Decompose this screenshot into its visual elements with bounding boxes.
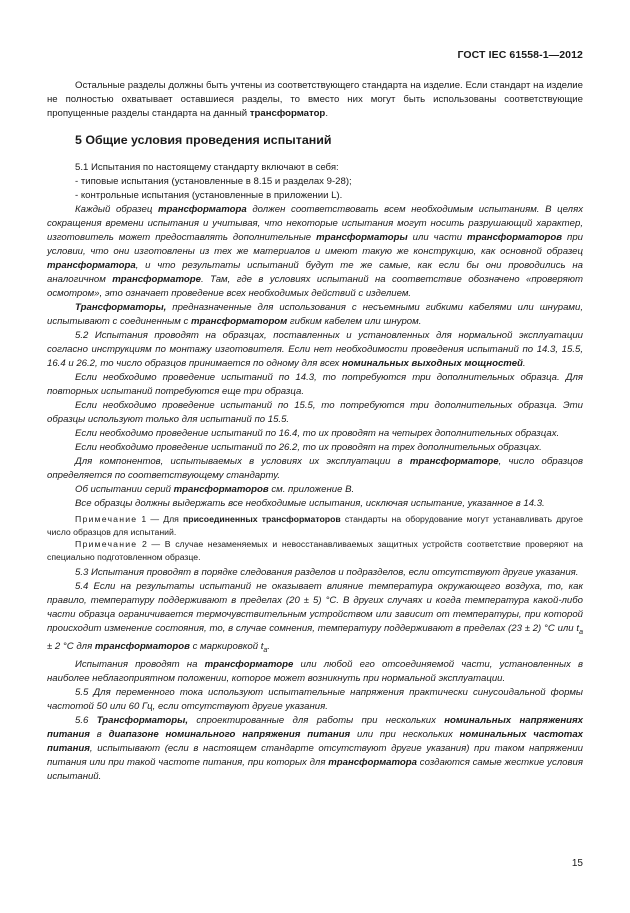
paragraph-all-samples: Все образцы должны выдержать все необходимые испытания, исключая испытание, указанное в 14.3. bbox=[75, 498, 545, 509]
text-span: или при нескольких bbox=[350, 728, 460, 740]
text-span: с маркировкой t bbox=[189, 640, 264, 652]
text-span: Каждый образец bbox=[75, 204, 158, 215]
text-span: спроектированные для работы при нескольких bbox=[188, 714, 445, 726]
paragraph-14-3: Если необходимо проведение испытаний по 14.3, то потребуются три дополнительных образца. Для повторных испытаний потребуются еще три образца. bbox=[47, 372, 583, 397]
paragraph-series bbox=[47, 483, 583, 497]
term: диапазоне номинального напряжения питания bbox=[108, 728, 351, 740]
text-span: 2 — В случае незаменяемых и невосстанавливаемых защитных устройств соответствие проверяют на специально подготовленном образце. bbox=[47, 539, 583, 562]
text-span: . Там, где в условиях испытаний на соответствие обозначено «проверяют осмотром», это означает проведение всех необходимых действий с изделием. bbox=[47, 274, 583, 299]
punct: . bbox=[325, 108, 328, 119]
term: трансформаторов bbox=[94, 640, 190, 652]
term: трансформатора bbox=[47, 260, 136, 271]
term: трансформаторов bbox=[467, 232, 563, 243]
text-span: . bbox=[522, 358, 526, 369]
clause-5-4 bbox=[47, 580, 583, 658]
text-span: , число образцов определяется по соответствующему стандарту. bbox=[47, 456, 583, 481]
text-span: Испытания проводят на bbox=[75, 658, 205, 670]
note-2 bbox=[47, 538, 583, 563]
text-span: в bbox=[89, 728, 109, 740]
term: трансформатором bbox=[190, 316, 288, 327]
term: присоединенных трансформаторов bbox=[183, 514, 341, 524]
paragraph-each-sample bbox=[47, 203, 583, 301]
note-label: Примечание bbox=[75, 539, 138, 549]
text-span: ± 2 °С для bbox=[47, 640, 95, 652]
text-span: , и что результаты испытаний будут те же самые, как если бы они проводились на аналогичном bbox=[47, 260, 583, 285]
intro-text: Остальные разделы должны быть учтены из соответствующего стандарта на изделие. Если стандарт на изделие не полностью охватывает оставшиеся разделы, то вместо них могут быть использованы соответствующие пропущенные разделы стандарта на данный bbox=[47, 80, 583, 119]
term: трансформаторе bbox=[112, 274, 201, 285]
subscript: a bbox=[579, 628, 583, 636]
text-span: 1 — Для bbox=[137, 514, 184, 524]
subscript: a bbox=[263, 646, 268, 654]
section-body bbox=[47, 161, 583, 784]
section-heading: 5 Общие условия проведения испытаний bbox=[75, 133, 332, 147]
term: трансформатора bbox=[328, 756, 417, 768]
clause-5-1: 5.1 Испытания по настоящему стандарту включают в себя: bbox=[75, 162, 339, 173]
text-span: при условии, что они изготовлены из тех же материалов и имеют такую же конструкцию, как основной образец bbox=[47, 232, 583, 257]
text-span: , испытывают (если в настоящем стандарте отсутствуют другие указания) при таком напряжении питания или при такой частоте питания, при которых для bbox=[47, 742, 583, 768]
term: Трансформаторы, bbox=[96, 714, 189, 726]
clause-5-3: 5.3 Испытания проводят в порядке следования разделов и подразделов, если отсутствуют другие указания. bbox=[75, 567, 579, 578]
note-1 bbox=[47, 513, 583, 538]
term: номинальных частотах питания bbox=[47, 728, 583, 754]
paragraph-position bbox=[47, 658, 583, 686]
paragraph-16-4: Если необходимо проведение испытаний по 16.4, то их проводят на четырех дополнительных образцах. bbox=[75, 428, 560, 439]
clause-5-2 bbox=[47, 329, 583, 371]
text-span: создаются самые жесткие условия испытаний. bbox=[47, 756, 583, 782]
paragraph-15-5: Если необходимо проведение испытаний по 15.5, то потребуются три дополнительных образца. Эти образцы используют только для испытаний по 15.5. bbox=[47, 400, 583, 425]
text-span: или части bbox=[407, 232, 468, 243]
text-span: . bbox=[267, 640, 270, 652]
text-span: 5.2 Испытания проводят на образцах, поставленных и установленных для нормальной эксплуатации согласно инструкциям по монтажу изготовителя. Если нет необходимости проведения испытаний по 14.3, 15.5, 16.4 и 26.2, то число образцов принимается по одному для всех bbox=[47, 330, 583, 369]
term: трансформаторы bbox=[316, 232, 408, 243]
page-number: 15 bbox=[571, 858, 583, 869]
text-span: Для компонентов, испытываемых в условиях их эксплуатации в bbox=[75, 456, 410, 467]
paragraph-components bbox=[47, 455, 583, 483]
text-span: 5.4 Если на результаты испытаний не оказывает влияние температура окружающего воздуха, то, как правило, температуру поддерживают в пределах (20 ± 5) °С. В других случаях и когда температура какой-либо части образца ограничивается термочувствительным устройством или зависит от температуры, при которой происходит изменение состояния, то, в случае сомнения, температуру поддерживают в пределах (23 ± 2) °С или t bbox=[47, 581, 583, 634]
document-code: ГОСТ IEC 61558-1—2012 bbox=[457, 49, 583, 61]
list-item-type-tests: - типовые испытания (установленные в 8.15 и разделах 9-28); bbox=[75, 176, 352, 187]
term: трансформаторов bbox=[173, 484, 269, 495]
clause-5-6 bbox=[47, 714, 583, 784]
paragraph-cords bbox=[47, 301, 583, 329]
term: номинальных напряжениях питания bbox=[47, 714, 583, 740]
intro-paragraph bbox=[47, 79, 583, 121]
text-span: 5.6 bbox=[75, 714, 97, 726]
text-span: предназначенные для использования с несъемными гибкими кабелями или шнурами, испытывают с соединенным с bbox=[47, 302, 583, 327]
term-transformer: трансформатор bbox=[249, 108, 326, 119]
text-span: или любой его отсоединяемой части, установленных в наиболее неблагоприятном положении, которое может возникнуть при нормальной эксплуатации. bbox=[47, 658, 583, 684]
term: номинальных выходных мощностей bbox=[342, 358, 523, 369]
text-span: см. приложение В. bbox=[268, 484, 355, 495]
clause-5-5: 5.5 Для переменного тока используют испытательные напряжения практически синусоидальной формы частотой 50 или 60 Гц, если отсутствуют другие указания. bbox=[47, 686, 583, 712]
text-span: стандарты на оборудование могут устанавливать другое число образцов для испытаний. bbox=[47, 514, 583, 537]
text-span: Об испытании серий bbox=[75, 484, 174, 495]
term: трансформаторе bbox=[204, 658, 294, 670]
term: трансформатора bbox=[157, 204, 247, 215]
text-span: гибким кабелем или шнуром. bbox=[287, 316, 422, 327]
text-span: должен соответствовать всем необходимым испытаниям. В целях сокращения времени испытания и учитывая, что некоторые испытания могут носить разрушающий характер, изготовитель может предоставлять дополнительные bbox=[47, 204, 583, 243]
paragraph-26-2: Если необходимо проведение испытаний по 26.2, то их проводят на трех дополнительных образцах. bbox=[75, 442, 542, 453]
list-item-routine-tests: - контрольные испытания (установленные в приложении L). bbox=[75, 190, 343, 201]
term: Трансформаторы, bbox=[75, 302, 167, 313]
term: трансформаторе bbox=[409, 456, 499, 467]
note-label: Примечание bbox=[75, 514, 138, 524]
